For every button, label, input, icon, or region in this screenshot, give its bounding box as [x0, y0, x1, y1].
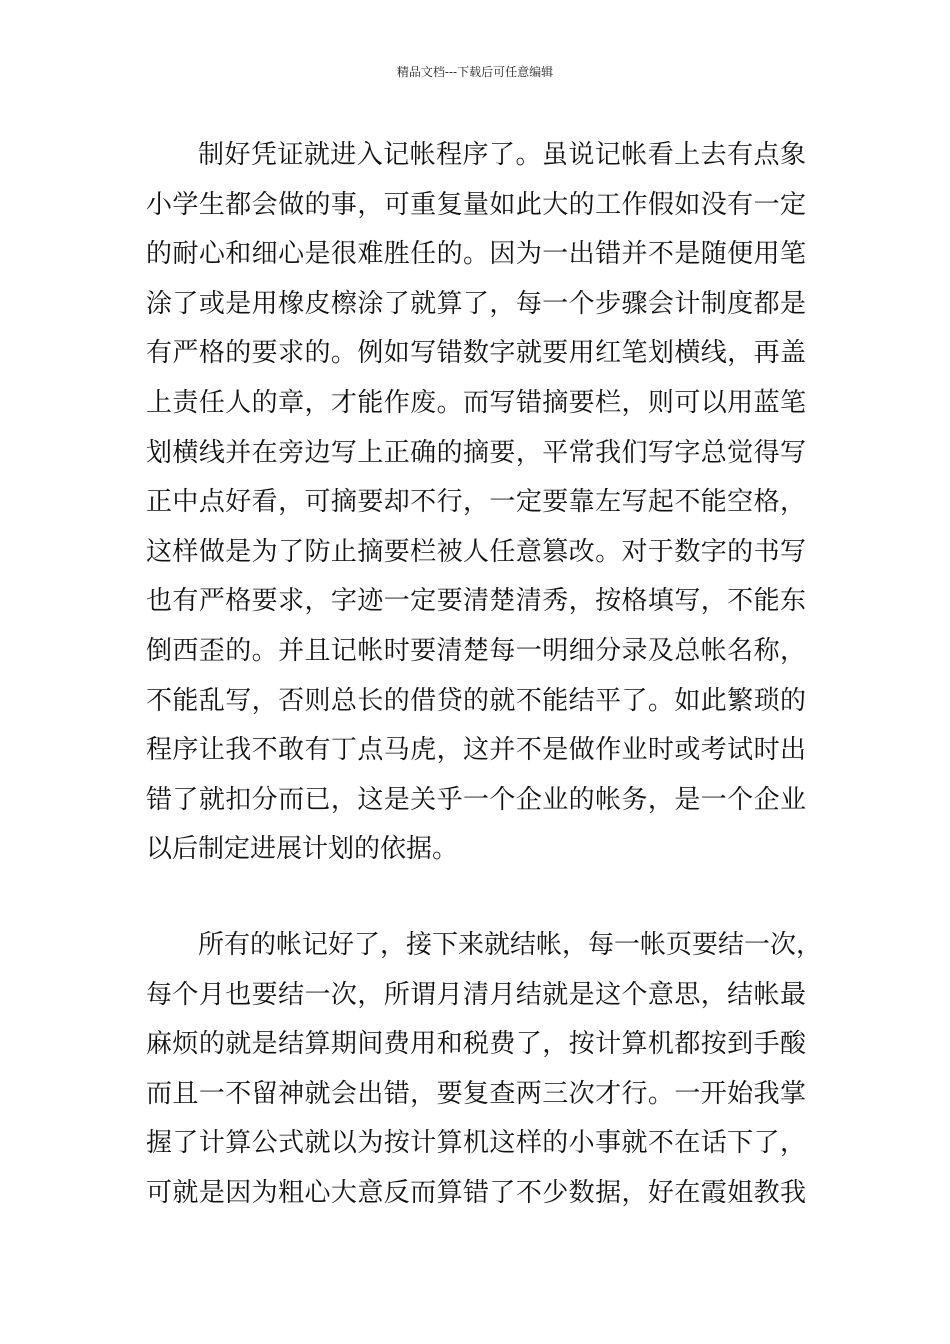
paragraph-line: 涂了或是用橡皮檫涂了就算了，每一个步骤会计制度都是 [146, 288, 806, 319]
paragraph-line: 划横线并在旁边写上正确的摘要，平常我们写字总觉得写 [146, 437, 806, 468]
paragraph-line: 也有严格要求，字迹一定要清楚清秀，按格填写，不能东 [146, 586, 806, 617]
paragraph-line: 上责任人的章，才能作废。而写错摘要栏，则可以用蓝笔 [146, 387, 806, 418]
paragraph-line: 制好凭证就进入记帐程序了。虽说记帐看上去有点象 [198, 140, 806, 170]
paragraph-line: 的耐心和细心是很难胜任的。因为一出错并不是随便用笔 [146, 239, 806, 270]
paragraph-line: 不能乱写，否则总长的借贷的就不能结平了。如此繁琐的 [146, 685, 806, 716]
paragraph-line: 可就是因为粗心大意反而算错了不少数据，好在霞姐教我 [146, 1177, 806, 1208]
paragraph-line: 以后制定进展计划的依据。 [146, 834, 459, 865]
paragraph-2 [146, 921, 823, 1219]
paragraph-line: 这样做是为了防止摘要栏被人任意篡改。对于数字的书写 [146, 536, 806, 567]
paragraph-line: 所有的帐记好了，接下来就结帐，每一帐页要结一次， [198, 930, 823, 960]
paragraph-line: 握了计算公式就以为按计算机这样的小事就不在话下了， [146, 1128, 806, 1159]
paragraph-line: 而且一不留神就会出错，要复查两三次才行。一开始我掌 [146, 1078, 806, 1109]
paragraph-line: 有严格的要求的。例如写错数字就要用红笔划横线，再盖 [146, 338, 806, 369]
paragraph-line: 麻烦的就是结算期间费用和税费了，按计算机都按到手酸 [146, 1029, 806, 1060]
paragraph-line: 正中点好看，可摘要却不行，一定要靠左写起不能空格， [146, 487, 806, 518]
paragraph-line: 程序让我不敢有丁点马虎，这并不是做作业时或考试时出 [146, 735, 806, 766]
paragraph-line: 倒西歪的。并且记帐时要清楚每一明细分录及总帐名称， [146, 635, 806, 666]
paragraph-line: 小学生都会做的事，可重复量如此大的工作假如没有一定 [146, 189, 806, 220]
paragraph-1 [146, 131, 806, 875]
paragraph-line: 错了就扣分而已，这是关乎一个企业的帐务，是一个企业 [146, 784, 806, 815]
paragraph-line: 每个月也要结一次，所谓月清月结就是这个意思，结帐最 [146, 979, 806, 1010]
page-header: 精品文档---下载后可任意编辑 [396, 65, 554, 79]
